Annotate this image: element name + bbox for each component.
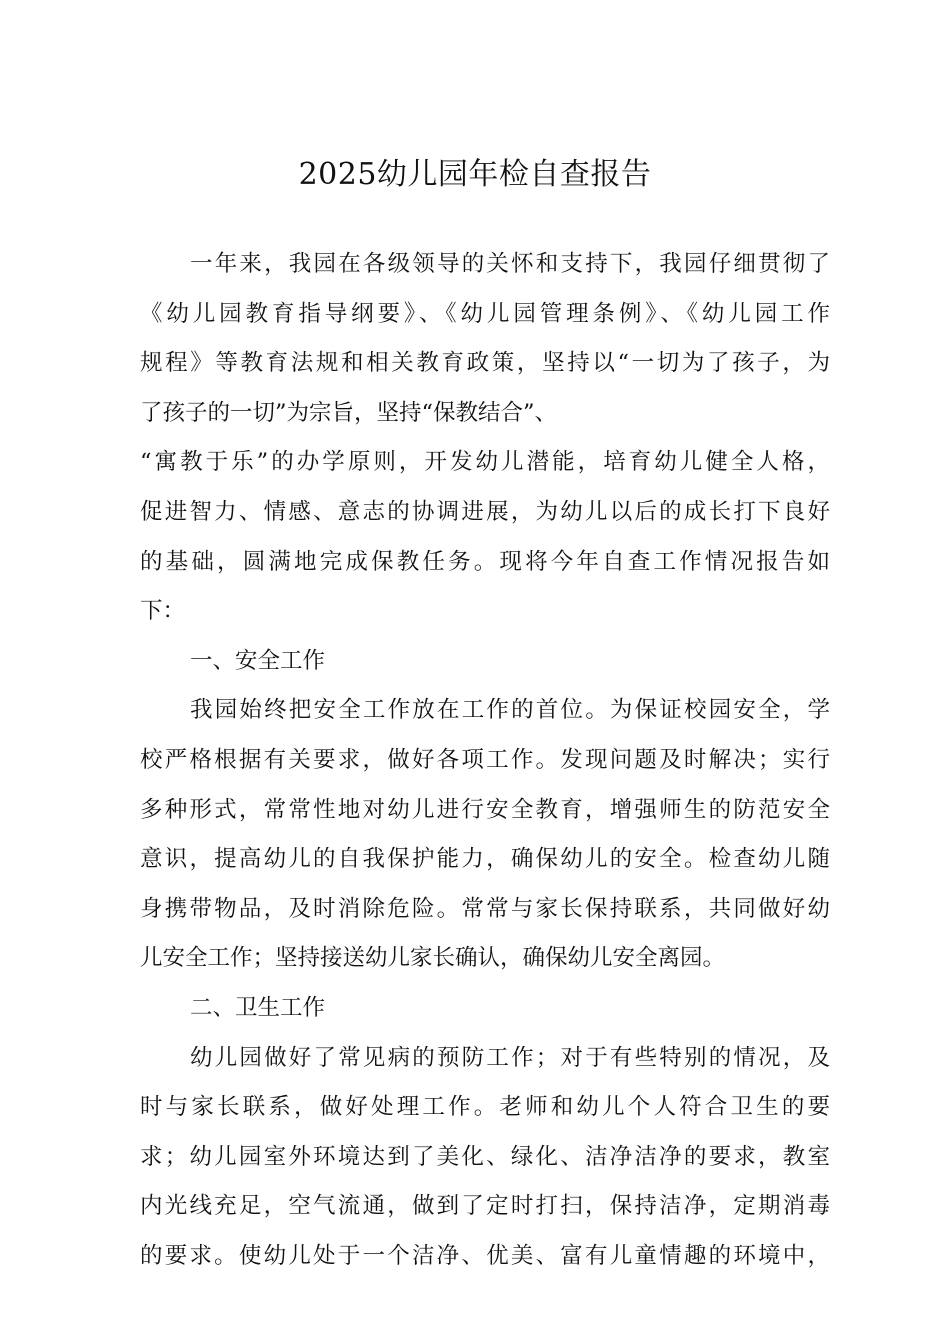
text-line: 意识，提高幼儿的自我保护能力，确保幼儿的安全。检查幼儿随 — [140, 846, 830, 873]
text-line: 《幼儿园教育指导纲要》、《幼儿园管理条例》、《幼儿园工作 — [140, 300, 830, 327]
section-heading: 二、卫生工作 — [190, 994, 326, 1021]
text-line: 内光线充足，空气流通，做到了定时打扫，保持洁净，定期消毒 — [140, 1193, 830, 1220]
text-line: 校严格根据有关要求，做好各项工作。发现问题及时解决；实行 — [140, 746, 830, 773]
text-line: 儿安全工作；坚持接送幼儿家长确认，确保幼儿安全离园。 — [140, 945, 726, 972]
text-line: 求；幼儿园室外环境达到了美化、绿化、洁净洁净的要求，教室 — [140, 1143, 830, 1170]
text-line: 我园始终把安全工作放在工作的首位。为保证校园安全，学 — [190, 697, 830, 724]
document-title: 2025幼儿园年检自查报告 — [298, 157, 652, 192]
section-heading: 一、安全工作 — [190, 647, 326, 674]
text-line: “寓教于乐”的办学原则，开发幼儿潜能，培育幼儿健全人格， — [140, 449, 830, 476]
text-line: 促进智力、情感、意志的协调进展，为幼儿以后的成长打下良好 — [140, 498, 830, 525]
text-line: 时与家长联系，做好处理工作。老师和幼儿个人符合卫生的要 — [140, 1094, 830, 1121]
text-line: 一年来，我园在各级领导的关怀和支持下，我园仔细贯彻了 — [190, 251, 830, 277]
text-line: 的要求。使幼儿处于一个洁净、优美、富有儿童情趣的环境中， — [140, 1242, 830, 1269]
document-body — [140, 240, 830, 1281]
text-line: 幼儿园做好了常见病的预防工作；对于有些特别的情况，及 — [190, 1044, 830, 1071]
text-line: 身携带物品，及时消除危险。常常与家长保持联系，共同做好幼 — [140, 895, 830, 922]
text-line: 规程》等教育法规和相关教育政策，坚持以“一切为了孩子，为 — [140, 350, 830, 377]
text-line: 的基础，圆满地完成保教任务。现将今年自查工作情况报告如 — [140, 548, 830, 575]
text-line: 下： — [140, 598, 186, 625]
text-line: 多种形式，常常性地对幼儿进行安全教育，增强师生的防范安全 — [140, 796, 830, 823]
text-line: 了孩子的一切”为宗旨，坚持“保教结合”、 — [140, 399, 558, 426]
